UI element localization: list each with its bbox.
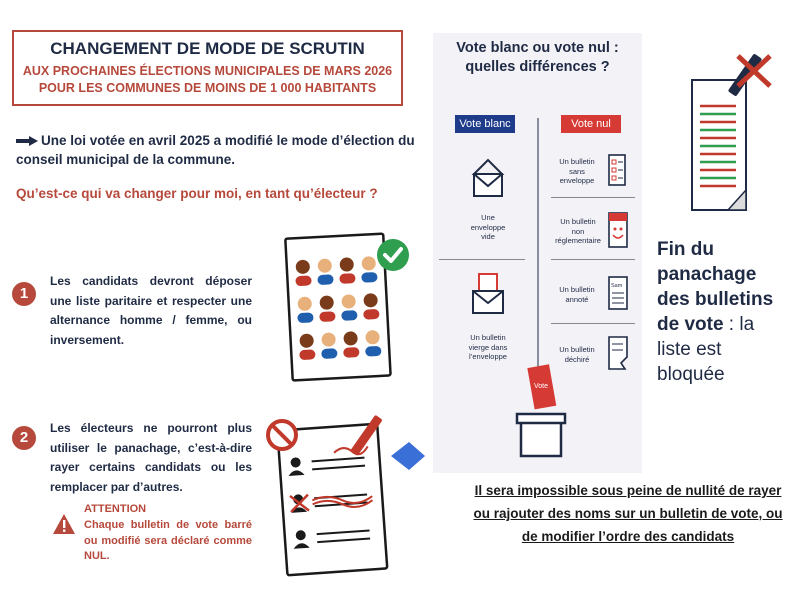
ballot-box-icon <box>515 358 567 460</box>
point-number-1: 1 <box>12 282 36 306</box>
intro-label: Une loi votée en avril 2025 a modifié le mode d’élection du conseil municipal de la commune. <box>16 133 415 167</box>
annotated-ballot-icon <box>607 275 629 313</box>
header-box <box>12 30 403 106</box>
crossed-ballot-illustration <box>262 405 402 580</box>
non-regulatory-ballot-icon <box>607 211 629 251</box>
arrow-icon <box>387 438 427 474</box>
ballot-no-envelope-icon <box>607 153 629 189</box>
infographic-title-line1: Vote blanc ou vote nul : <box>456 40 619 56</box>
column-divider <box>533 118 543 393</box>
vote-blanc-nul-infographic <box>433 33 642 473</box>
nul-item-4-label: Un bulletin déchiré <box>559 345 595 364</box>
fin-bold: Fin du panachage des bulletins de vote <box>657 239 774 335</box>
blocked-list-illustration <box>688 50 778 220</box>
torn-ballot-icon <box>607 335 629 373</box>
blanc-item-1-label: Une enveloppe vide <box>470 213 506 241</box>
nul-item-3-label: Un bulletin annoté <box>559 285 595 304</box>
envelope-icon <box>471 156 505 212</box>
infographic-title-line2: quelles différences ? <box>465 59 610 75</box>
attention-text: Chaque bulletin de vote barré ou modifié sera déclaré comme NUL. <box>84 519 252 562</box>
forbidden-icon <box>268 421 296 449</box>
nul-item-2-label: Un bulletin non réglementaire <box>555 217 601 245</box>
nul-item-1-label: Un bulletin sans enveloppe <box>559 157 595 185</box>
fin-rest: : la liste est bloquée <box>657 314 755 385</box>
attention-title: ATTENTION <box>84 503 147 515</box>
intro-text <box>16 131 416 169</box>
bottom-note: Il sera impossible sous peine de nullité de rayer ou rajouter des noms sur un bulletin de vote, ou de modifier l’ordre des candidats <box>473 483 783 544</box>
vote-blanc-tag: Vote blanc <box>455 115 515 133</box>
nul-separator-1 <box>551 197 635 198</box>
header-subtitle-line2: POUR LES COMMUNES DE MOINS DE 1 000 HABITANTS <box>38 81 377 95</box>
ballot-label: Vote <box>534 383 549 390</box>
vote-nul-tag: Vote nul <box>561 115 621 133</box>
warning-icon <box>52 513 76 535</box>
page-title: CHANGEMENT DE MODE DE SCRUTIN <box>50 39 365 58</box>
nul-separator-3 <box>551 323 635 324</box>
annotated-mark: Sam <box>611 283 623 289</box>
header-subtitle-line1: AUX PROCHAINES ÉLECTIONS MUNICIPALES DE MARS 2026 <box>22 64 393 78</box>
envelope-with-ballot-icon <box>470 271 506 327</box>
point-text-2: Les électeurs ne pourront plus utiliser le panachage, c’est-à-dire rayer certains candidats ou les remplacer par d’autres. <box>50 421 252 494</box>
question-text: Qu’est-ce qui va changer pour moi, en tant qu’électeur ? <box>16 186 378 201</box>
point-text-1: Les candidats devront déposer une liste paritaire et respecter une alternance homme / femme, ou inversement. <box>50 274 252 347</box>
point-number-2: 2 <box>12 426 36 450</box>
check-badge-icon <box>376 238 410 272</box>
arrow-right-icon <box>16 136 38 146</box>
blanc-item-2-label: Un bulletin vierge dans l’enveloppe <box>468 333 508 361</box>
blanc-separator <box>439 259 525 260</box>
fin-panachage-text <box>657 237 792 387</box>
nul-separator-2 <box>551 259 635 260</box>
